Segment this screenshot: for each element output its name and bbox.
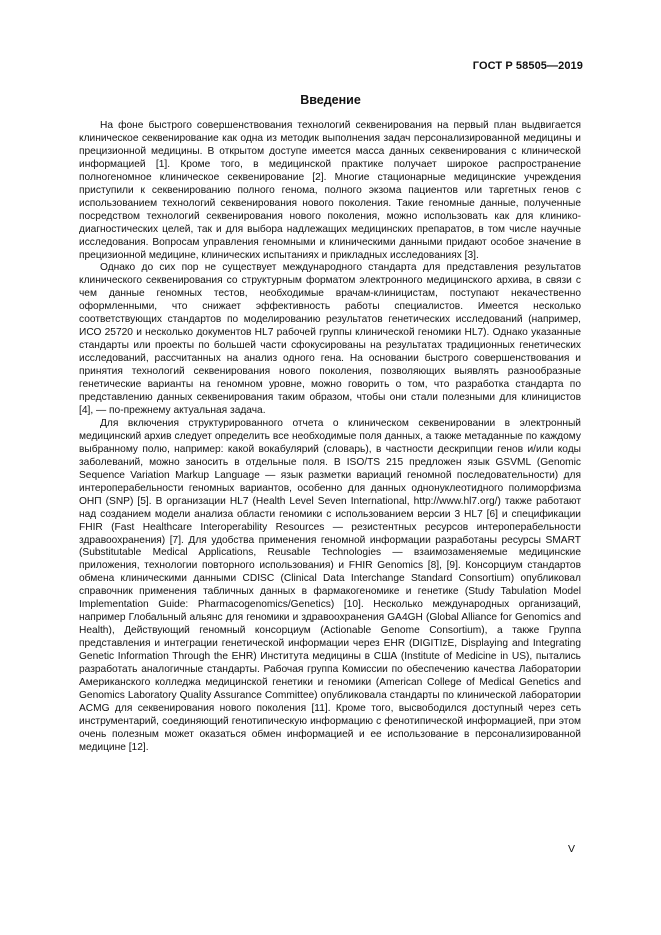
paragraph: Для включения структурированного отчета о клиническом секвенировании в электронный медицинский архив следует определить все необходимые поля данных, а также метаданные по каждому выбранному полю, например: какой вокабулярий (словарь), в частности дескрипции генов и/или коды заболеваний, можно заносить в отдельные поля. В ISO/TS 215 предложен язык GSVML (Genomic Sequence Variation Markup Language — язык разметки вариаций геномной последовательности) для интероперабельности геномных вариантов, особенно для данных однонуклеотидного полиморфизма ОНП (SNP) [5]. В организации HL7 (Health Level Seven International, http://www.hl7.org/) также работают над созданием модели анализа области геномики с использованием версии 3 HL7 [6] и спецификации FHIR (Fast Healthcare Interoperability Resources — резистентных ресурсов интероперабельности здравоохранения) [7]. Для удобства применения геномной информации разработаны ресурсы SMART (Substitutable Medical Applications, Reusable Technologies — взаимозаменяемые медицинские приложения, технологии повторного использования) и FHIR Genomics [8], [9]. Консорциум стандартов обмена клиническими данными CDISC (Clinical Data Interchange Standard Consortium) опубликовал справочник применения табличных данных в фармакогеномике и генетике (Study Tabulation Model Implementation Guide: Pharmacogenomics/Genetics) [10]. Несколько международных организаций, например Глобальный альянс для геномики и здравоохранения GA4GH (Global Alliance for Genomics and Health), Действующий геномный консорциум (Actionable Genome Consortium), а также Группа представления и интеграции генетической информации через EHR (DIGITIzE, Displaying and Integrating Genetic Information Through the EHR) Института медицины в США (Institute of Medicine in US), пытались разработать аналогичные стандарты. Рабочая группа Комиссии по обеспечению качества Лаборатории Американского колледжа медицинской генетики и геномики (American College of Medical Genetics and Genomics Laboratory Quality Assurance Committee) опубликовала стандарты по клинической лаборатории ACMG для секвенирования нового поколения [11]. Кроме того, высвободился доступный через сеть инструментарий, соединяющий генотипическую информацию с фенотипической информацией, при этом очень полезным может оказаться обмен информацией и ее использование в персонализированной медицине [12]. [79, 417, 581, 753]
standard-id-header: ГОСТ Р 58505—2019 [472, 60, 583, 72]
page-number: V [567, 843, 575, 855]
section-title: Введение [300, 93, 361, 107]
body-text [79, 120, 581, 755]
paragraph: На фоне быстрого совершенствования технологий секвенирования на первый план выдвигается клиническое секвенирование как одна из методик выполнения задач персонализированной медицины и прецизионной медицины. В открытом доступе имеется масса данных секвенирования с клинической информацией [1]. Кроме того, в медицинской практике получает широкое распространение полногеномное клиническое секвенирование [2]. Многие стационарные медицинские учреждения приступили к секвенированию полного генома, полного экзома пациентов или таргетных генов с использованием технологий секвенирования нового поколения. Такие геномные данные, полученные посредством технологий секвенирования нового поколения, можно использовать как для клинико-диагностических целей, так и для выбора надлежащих медицинских препаратов, в том числе научные исследования. Вопросам управления геномными и клиническими данными придают особое значение в прецизионной медицине, клинических испытаниях и прикладных исследованиях [3]. [79, 120, 581, 261]
paragraph: Однако до сих пор не существует международного стандарта для представления результатов клинического секвенирования со структурным форматом электронного медицинского архива, в связи с чем данные геномных тестов, необходимые врачам-клиницистам, поступают некачественно оформленными, что снижает эффективность работы специалистов. Имеется несколько соответствующих стандартов по моделированию результатов генетических исследований (например, ИСО 25720 и несколько документов HL7 рабочей группы клинической геномики HL7). Однако указанные стандарты или проекты по большей части сфокусированы на результатах традиционных генетических исследований, рассчитанных на анализ одного гена. На основании быстрого совершенствования и принятия технологий секвенирования нового поколения, позволяющих выявлять разнообразные генетические варианты на геномном уровне, можно говорить о том, что разработка стандарта по представлению данных секвенирования таким образом, чтобы они стали полезными для клиницистов [4], — по-прежнему актуальная задача. [79, 262, 581, 416]
